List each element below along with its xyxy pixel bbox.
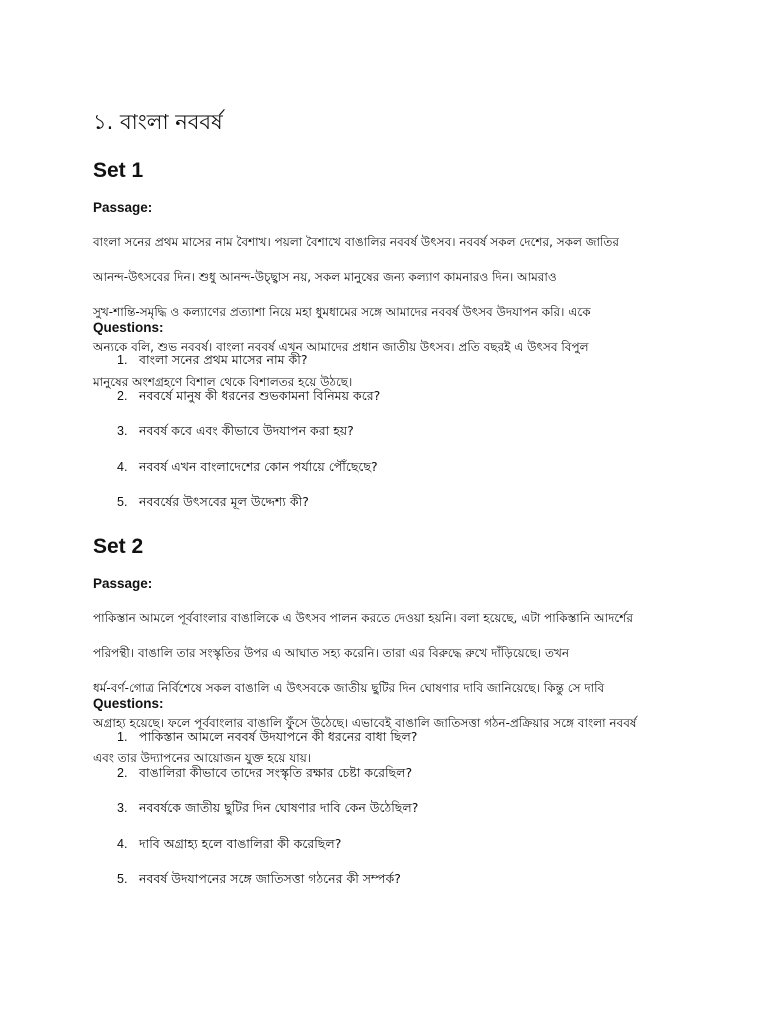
set-2-heading: Set 2 — [93, 535, 144, 558]
set-2-question-list — [117, 728, 677, 906]
question-number: 2. — [117, 765, 128, 780]
question-text: বাঙালিরা কীভাবে তাদের সংস্কৃতি রক্ষার চেষ্টা করেছিল? — [139, 764, 413, 780]
set-1-question-list — [117, 351, 677, 529]
set-2-passage-label: Passage: — [93, 576, 153, 591]
question-text: পাকিস্তান আমলে নববর্ষ উদযাপনে কী ধরনের বাধা ছিল? — [139, 729, 418, 744]
question-text: নববর্ষ কবে এবং কীভাবে উদযাপন করা হয়? — [139, 423, 354, 438]
question-number: 4. — [117, 836, 128, 851]
passage-line: পাকিস্তান আমলে পূর্ববাংলার বাঙালিকে এ উৎসব পালন করতে দেওয়া হয়নি। বলা হয়েছে, এটা পাকিস্তানি আদর্শের — [93, 610, 633, 625]
question-text: বাংলা সনের প্রথম মাসের নাম কী? — [139, 352, 308, 367]
list-item — [117, 870, 677, 906]
list-item — [117, 387, 677, 423]
question-number: 1. — [117, 730, 128, 744]
question-number: 2. — [117, 388, 128, 403]
question-text: দাবি অগ্রাহ্য হলে বাঙালিরা কী করেছিল? — [139, 835, 342, 851]
question-number: 5. — [117, 495, 128, 509]
passage-line: বাংলা সনের প্রথম মাসের নাম বৈশাখ। পয়লা বৈশাখে বাঙালির নববর্ষ উৎসব। নববর্ষ সকল দেশের, সকল জাতির — [93, 234, 620, 249]
question-number: 3. — [117, 424, 128, 438]
list-item — [117, 799, 677, 835]
set-2-questions-label: Questions: — [93, 696, 164, 711]
passage-line: এবং তার উদ্যাপনের আয়োজন যুক্ত হয়ে যায়। — [93, 750, 312, 765]
passage-line: অন্যকে বলি, শুভ নববর্ষ। বাংলা নববর্ষ এখন আমাদের প্রধান জাতীয় উৎসব। প্রতি বছরই এ উৎসব বিপুল — [93, 339, 589, 354]
passage-line: ধর্ম-বর্ণ-গোত্র নির্বিশেষে সকল বাঙালি এ উৎসবকে জাতীয় ছুটির দিন ঘোষণার দাবি জানিয়েছে। কিন্তু সে দাবি — [93, 680, 605, 695]
list-item — [117, 493, 677, 529]
list-item — [117, 458, 677, 494]
set-1-questions-label: Questions: — [93, 320, 164, 335]
question-number: 1. — [117, 353, 128, 367]
question-text: নববর্ষের উৎসবের মূল উদ্দেশ্য কী? — [139, 494, 309, 509]
set-1-heading: Set 1 — [93, 159, 144, 182]
list-item — [117, 422, 677, 458]
passage-line: আনন্দ-উৎসবের দিন। শুধু আনন্দ-উচ্ছ্বাস নয়, সকল মানুষের জন্য কল্যাণ কামনারও দিন। আমরাও — [93, 269, 557, 284]
question-number: 3. — [117, 801, 128, 815]
question-number: 5. — [117, 872, 128, 886]
document-title: ১. বাংলা নববর্ষ — [93, 110, 223, 134]
question-text: নববর্ষ এখন বাংলাদেশের কোন পর্যায়ে পৌঁছেছে? — [139, 458, 378, 474]
list-item — [117, 728, 677, 764]
passage-line: পরিপন্থী। বাঙালি তার সংস্কৃতির উপর এ আঘাত সহ্য করেনি। তারা এর বিরুদ্ধে রুখে দাঁড়িয়েছে। তখন — [93, 645, 569, 660]
question-number: 4. — [117, 459, 128, 474]
question-text: নববর্ষ উদযাপনের সঙ্গে জাতিসত্তা গঠনের কী সম্পর্ক? — [139, 871, 401, 886]
passage-line: অগ্রাহ্য হয়েছে। ফলে পূর্ববাংলার বাঙালি ফুঁসে উঠেছে। এভাবেই বাঙালি জাতিসত্তা গঠন-প্রক্রিয়ার সঙ্গে বাংলা নববর্ষ — [93, 715, 637, 730]
question-text: নববর্ষকে জাতীয় ছুটির দিন ঘোষণার দাবি কেন উঠেছিল? — [139, 800, 419, 815]
list-item — [117, 835, 677, 871]
list-item — [117, 764, 677, 800]
passage-line: সুখ-শান্তি-সমৃদ্ধি ও কল্যাণের প্রত্যাশা নিয়ে মহা ধুমধামের সঙ্গে আমাদের নববর্ষ উৎসব উদযাপন করি। একে — [93, 304, 591, 319]
passage-line: মানুষের অংশগ্রহণে বিশাল থেকে বিশালতর হয়ে উঠছে। — [93, 374, 353, 389]
list-item — [117, 351, 677, 387]
question-text: নববর্ষে মানুষ কী ধরনের শুভকামনা বিনিময় করে? — [139, 387, 381, 403]
set-1-passage-label: Passage: — [93, 200, 153, 215]
